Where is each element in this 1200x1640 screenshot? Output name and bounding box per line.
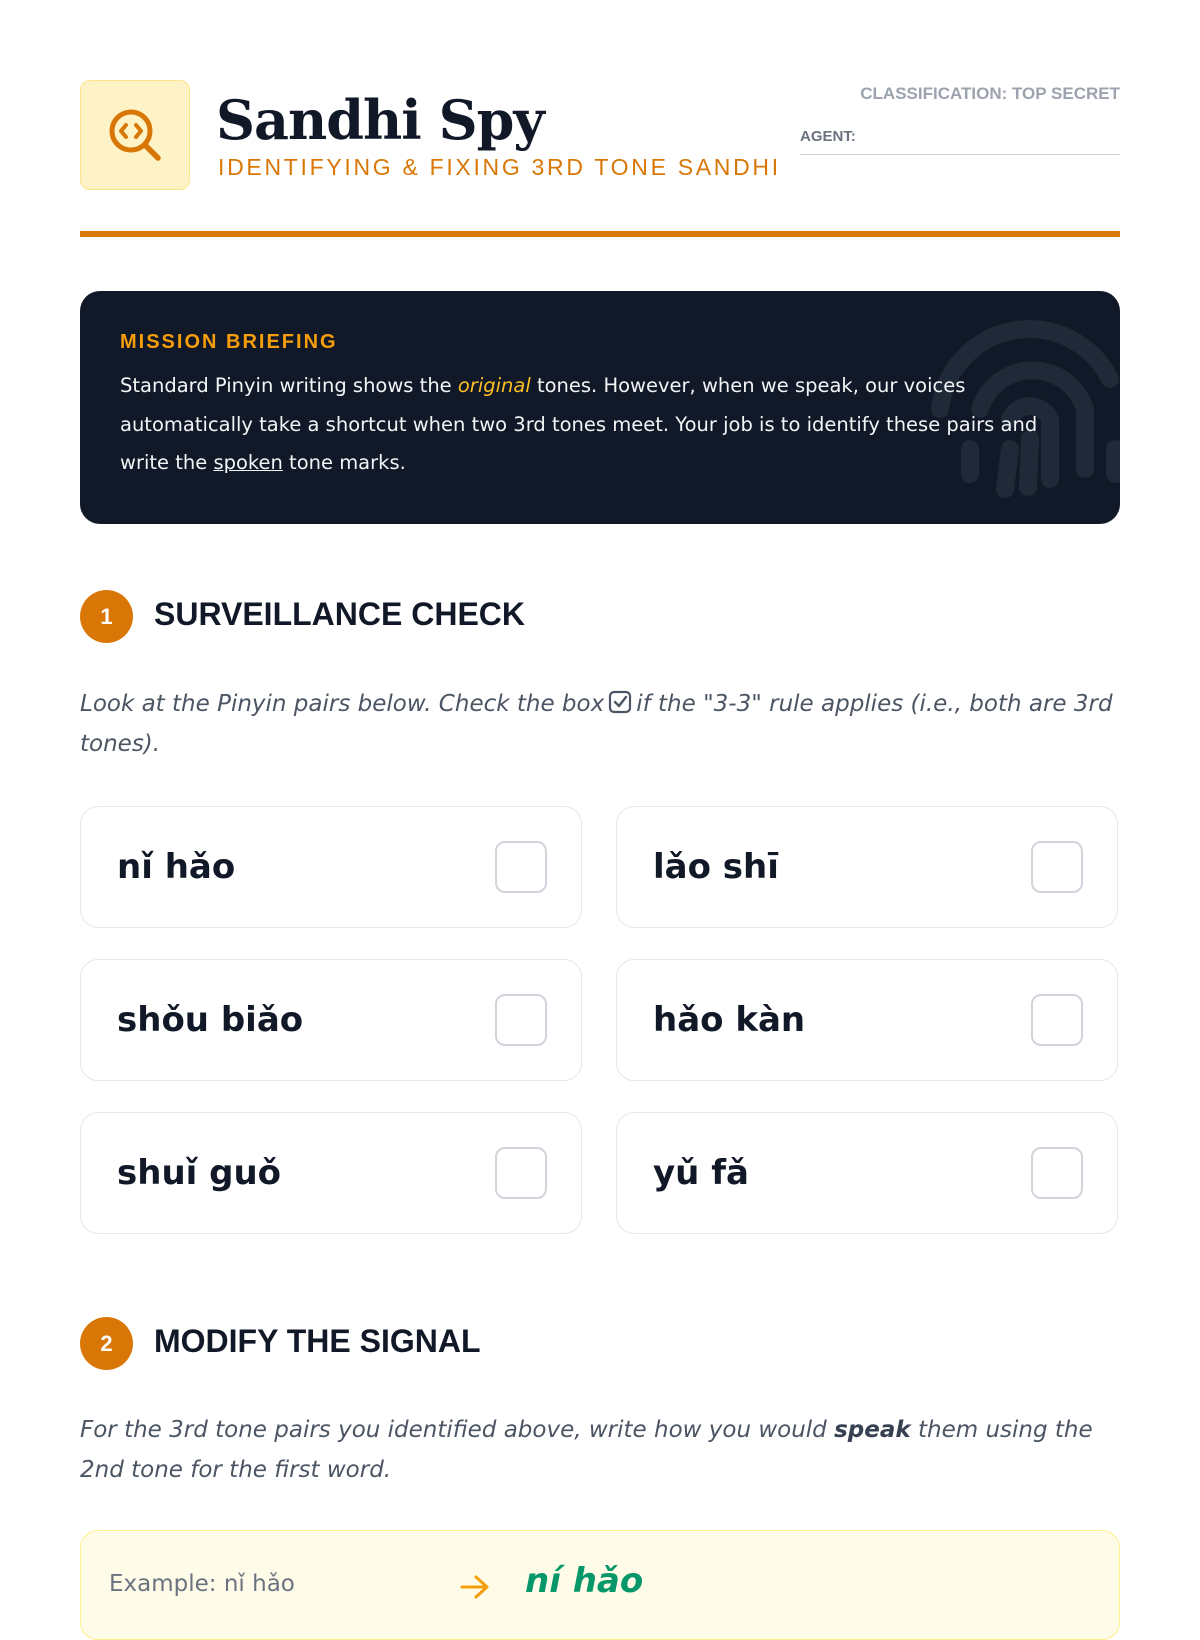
search-code-icon <box>105 105 165 165</box>
instructions-text: Look at the Pinyin pairs below. Check the box <box>80 691 605 717</box>
briefing-text-part: Standard Pinyin writing shows the <box>120 374 458 397</box>
briefing-title: MISSION BRIEFING <box>120 331 338 353</box>
agent-field-row <box>800 124 1120 155</box>
briefing-text <box>120 367 1070 483</box>
logo <box>80 80 190 190</box>
example-box <box>80 1530 1120 1640</box>
pinyin-pair: shuǐ guǒ <box>117 1153 282 1193</box>
pair-checkbox[interactable] <box>495 994 547 1046</box>
instructions-text: if the "3-3" rule applies (i.e., both are 3rd tones). <box>80 691 1113 757</box>
agent-input[interactable] <box>866 124 1120 154</box>
pinyin-card <box>80 1112 582 1234</box>
instructions-emphasis: speak <box>834 1417 911 1443</box>
briefing-text-part: tones. However, when we speak, our voices automatically take a shortcut when two 3rd tones meet. Your job is to identify these pairs and write the <box>120 374 1038 474</box>
page-subtitle: IDENTIFYING & FIXING 3RD TONE SANDHI <box>218 154 781 180</box>
agent-label: AGENT: <box>800 128 856 145</box>
page-title: Sandhi Spy <box>216 88 544 152</box>
section-1-title: SURVEILLANCE CHECK <box>154 596 525 632</box>
pinyin-pair: yǔ fǎ <box>653 1153 749 1193</box>
section-2-instructions <box>80 1410 1130 1490</box>
section-2-title: MODIFY THE SIGNAL <box>154 1323 481 1359</box>
pair-checkbox[interactable] <box>1031 841 1083 893</box>
example-label: Example: nǐ hǎo <box>109 1571 295 1597</box>
pinyin-pair: lǎo shī <box>653 847 779 887</box>
pinyin-pair: hǎo kàn <box>653 1000 806 1040</box>
mission-briefing-panel <box>80 291 1120 524</box>
header-divider <box>80 231 1120 237</box>
pair-checkbox[interactable] <box>1031 994 1083 1046</box>
section-1-instructions <box>80 684 1130 764</box>
pinyin-card <box>616 806 1118 928</box>
pinyin-pair: nǐ hǎo <box>117 847 236 887</box>
pinyin-card <box>616 959 1118 1081</box>
example-answer: ní hǎo <box>525 1561 644 1601</box>
pair-checkbox[interactable] <box>495 1147 547 1199</box>
instructions-text: them using the 2nd tone for the first word. <box>80 1417 1093 1483</box>
section-2-number: 2 <box>80 1317 133 1370</box>
check-square-icon <box>608 690 632 714</box>
pinyin-card <box>616 1112 1118 1234</box>
pair-checkbox[interactable] <box>1031 1147 1083 1199</box>
instructions-text: For the 3rd tone pairs you identified above, write how you would <box>80 1417 835 1443</box>
pinyin-card <box>80 959 582 1081</box>
classification-label: CLASSIFICATION: TOP SECRET <box>860 84 1120 103</box>
briefing-text-part: tone marks. <box>282 451 406 474</box>
briefing-underline: spoken <box>213 451 283 474</box>
pinyin-card <box>80 806 582 928</box>
section-1-number: 1 <box>80 590 133 643</box>
briefing-emphasis: original <box>457 374 531 397</box>
arrow-right-icon <box>459 1573 491 1601</box>
pair-checkbox[interactable] <box>495 841 547 893</box>
pinyin-pair: shǒu biǎo <box>117 1000 304 1040</box>
